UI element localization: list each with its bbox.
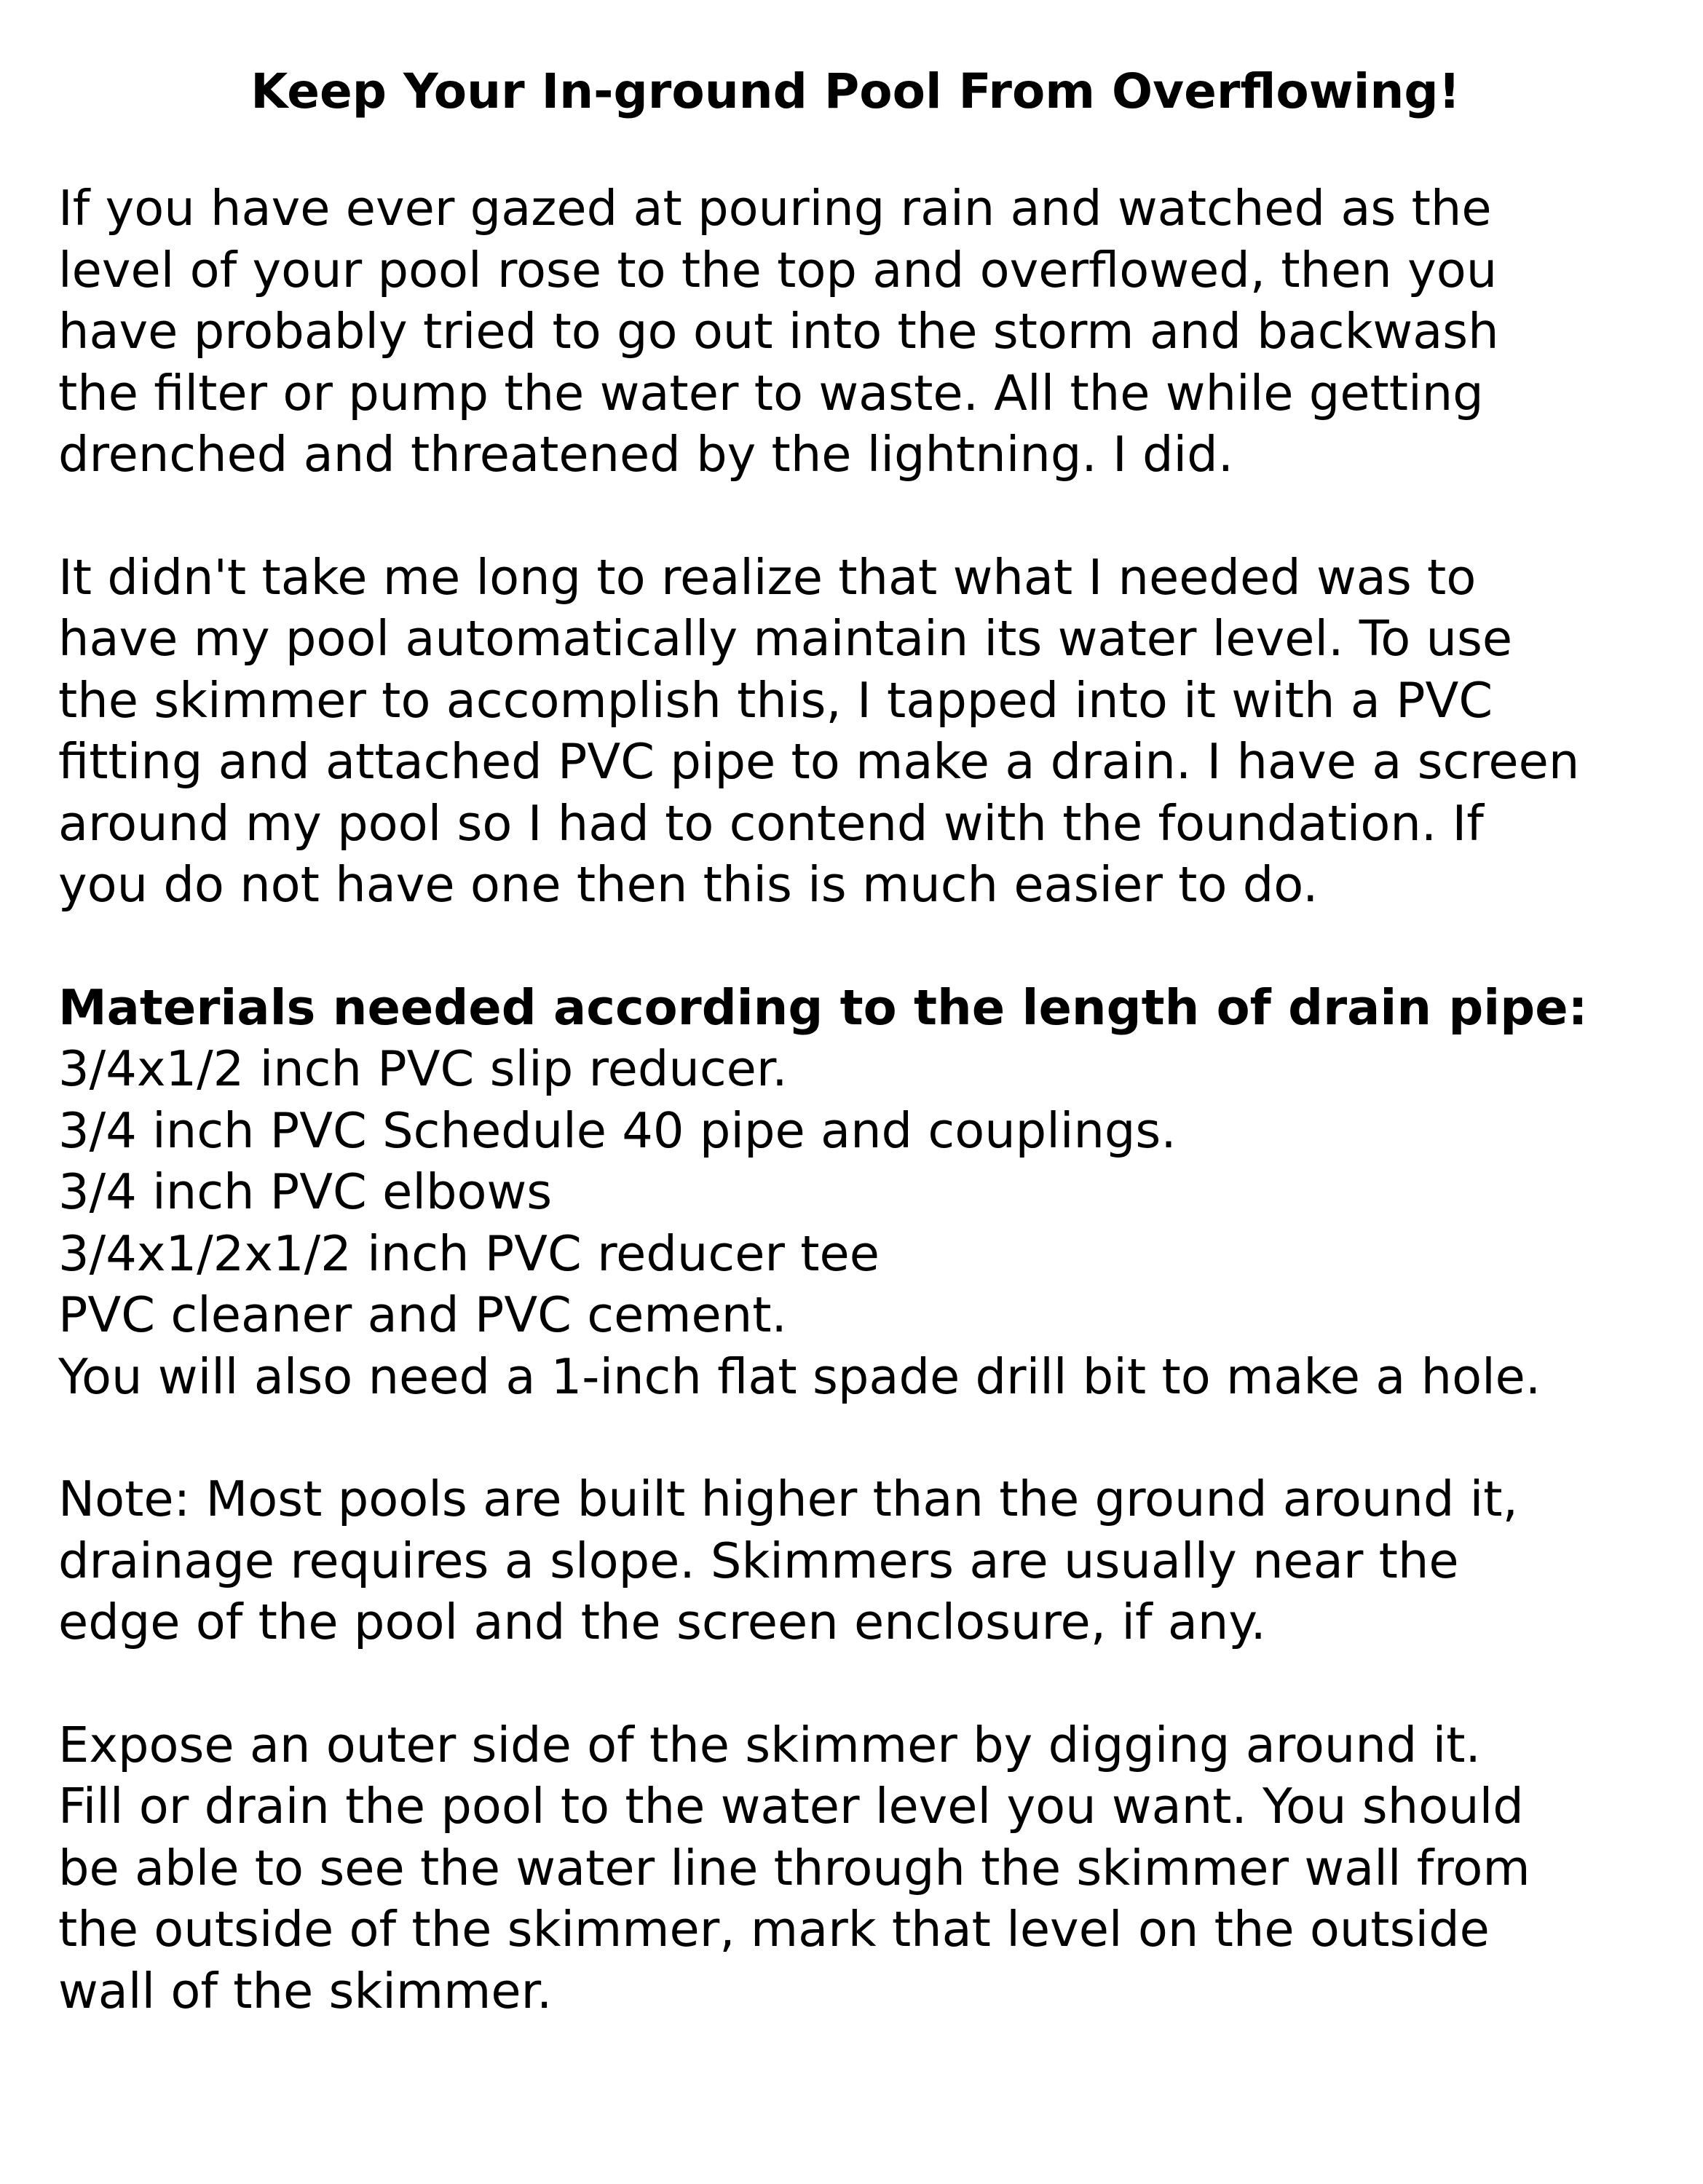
paragraph-expose [58, 1714, 1667, 2022]
materials-item: PVC cleaner and PVC cement. [58, 1286, 787, 1343]
text-line: wall of the skimmer. [58, 1962, 553, 2019]
materials-section [58, 977, 1667, 1408]
text-line: Fill or drain the pool to the water level you want. You should [58, 1778, 1524, 1835]
text-line: level of your pool rose to the top and overflowed, then you [58, 241, 1498, 298]
text-line: Expose an outer side of the skimmer by digging around it. [58, 1716, 1481, 1773]
text-line: If you have ever gazed at pouring rain and watched as the [58, 180, 1492, 237]
text-line: It didn't take me long to realize that what I needed was to [58, 548, 1477, 606]
paragraph-note [58, 1468, 1667, 1653]
text-line: the outside of the skimmer, mark that level on the outside [58, 1901, 1490, 1958]
text-line: drainage requires a slope. Skimmers are usually near the [58, 1532, 1459, 1589]
text-line: edge of the pool and the screen enclosure, if any. [58, 1594, 1266, 1650]
paragraph-intro [58, 178, 1667, 486]
text-line: the filter or pump the water to waste. All the while getting [58, 364, 1484, 422]
text-line: be able to see the water line through the skimmer wall from [58, 1839, 1530, 1896]
text-line: have my pool automatically maintain its water level. To use [58, 610, 1513, 667]
document-title: Keep Your In-ground Pool From Overflowing! [250, 63, 1461, 119]
text-line: the skimmer to accomplish this, I tapped into it with a PVC [58, 671, 1493, 729]
materials-item: 3/4x1/2x1/2 inch PVC reducer tee [58, 1224, 880, 1282]
materials-item: 3/4 inch PVC elbows [58, 1163, 553, 1220]
text-line: fitting and attached PVC pipe to make a drain. I have a screen [58, 733, 1580, 790]
text-line: Note: Most pools are built higher than the ground around it, [58, 1471, 1518, 1527]
text-line: you do not have one then this is much easier to do. [58, 856, 1319, 913]
paragraph-realization [58, 547, 1667, 916]
document-page [58, 57, 1667, 2083]
materials-item: 3/4 inch PVC Schedule 40 pipe and couplings. [58, 1101, 1177, 1159]
materials-item: 3/4x1/2 inch PVC slip reducer. [58, 1040, 788, 1097]
materials-item: You will also need a 1-inch flat spade drill bit to make a hole. [58, 1348, 1541, 1405]
materials-heading: Materials needed according to the length of drain pipe: [58, 978, 1588, 1036]
text-line: have probably tried to go out into the storm and backwash [58, 303, 1499, 360]
text-line: drenched and threatened by the lightning. I did. [58, 426, 1233, 483]
text-line: around my pool so I had to contend with the foundation. If [58, 794, 1484, 852]
